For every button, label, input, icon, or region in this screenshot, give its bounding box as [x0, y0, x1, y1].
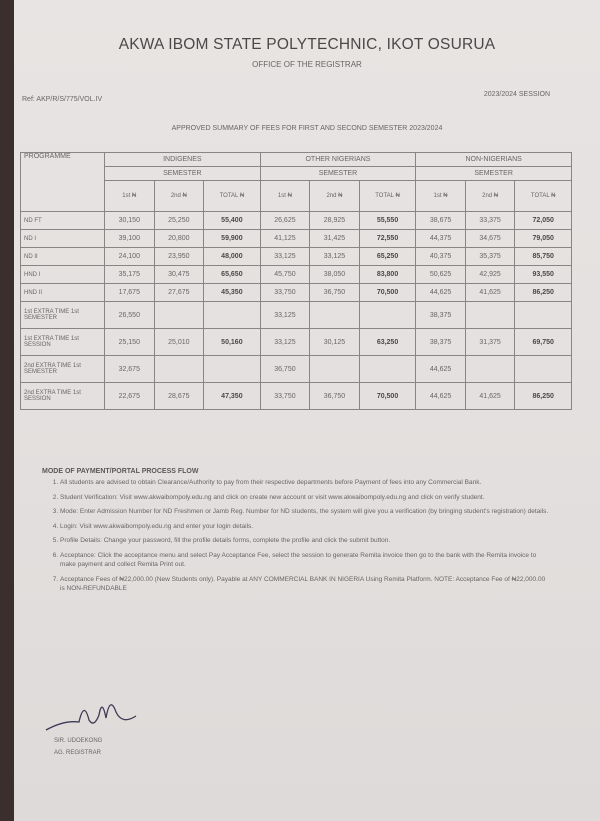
column-header: 2nd ₦ [310, 181, 360, 212]
fee-cell: 33,750 [260, 383, 310, 410]
fee-cell: 33,125 [310, 248, 360, 266]
fee-cell: 35,375 [465, 248, 515, 266]
fee-cell [359, 302, 416, 329]
fee-cell: 44,625 [416, 383, 466, 410]
programme-label: 1st EXTRA TIME 1st SESSION [21, 329, 105, 356]
fee-cell [465, 302, 515, 329]
fee-cell: 30,150 [105, 212, 155, 230]
fee-cell: 17,675 [105, 284, 155, 302]
fee-cell: 86,250 [515, 383, 572, 410]
fee-cell: 47,350 [204, 383, 261, 410]
fee-cell: 30,125 [310, 329, 360, 356]
fee-cell: 36,750 [260, 356, 310, 383]
programme-label: ND I [21, 230, 105, 248]
document-title: APPROVED SUMMARY OF FEES FOR FIRST AND SECOND SEMESTER 2023/2024 [171, 125, 443, 132]
fee-cell: 55,550 [359, 212, 416, 230]
column-header: TOTAL ₦ [515, 181, 572, 212]
fee-cell: 40,375 [416, 248, 466, 266]
table-row [21, 212, 572, 230]
fee-cell: 33,125 [260, 302, 310, 329]
programme-label: HND II [21, 284, 105, 302]
process-step: 2. Student Verification: Visit www.akwaibompoly.edu.ng and click on create new account or visit www.akwaibompoly.edu.ng and click on verify student. [60, 493, 550, 503]
fee-cell: 38,675 [416, 212, 466, 230]
fee-cell: 32,675 [105, 356, 155, 383]
fee-cell: 20,800 [154, 230, 204, 248]
fee-cell: 41,125 [260, 230, 310, 248]
fee-cell: 25,250 [154, 212, 204, 230]
fee-cell [359, 356, 416, 383]
fee-cell: 38,375 [416, 302, 466, 329]
process-step: 7. Acceptance Fees of ₦22,000.00 (New Students only). Payable at ANY COMMERCIAL BANK IN NIGERIA Using Remita Platform. NOTE: Acceptance Fee of ₦22,000.00 is NON-REFUNDABLE [60, 575, 550, 594]
fee-cell: 27,675 [154, 284, 204, 302]
fee-cell: 83,800 [359, 266, 416, 284]
fee-cell: 65,650 [204, 266, 261, 284]
programme-label: 2nd EXTRA TIME 1st SEMESTER [21, 356, 105, 383]
fee-cell [515, 302, 572, 329]
signature [44, 690, 144, 740]
programme-label: ND FT [21, 212, 105, 230]
office-name: OFFICE OF THE REGISTRAR [252, 60, 362, 69]
table-row [21, 248, 572, 266]
fee-cell [204, 356, 261, 383]
fees-table [20, 152, 572, 410]
fee-cell: 24,100 [105, 248, 155, 266]
programme-label: HND I [21, 266, 105, 284]
fee-cell: 35,175 [105, 266, 155, 284]
fee-cell: 33,125 [260, 329, 310, 356]
process-step: 1. All students are advised to obtain Clearance/Authority to pay from their respective departments before Payment of fees into any Commercial Bank. [60, 478, 550, 488]
column-header: TOTAL ₦ [204, 181, 261, 212]
fee-cell: 59,900 [204, 230, 261, 248]
fee-cell [310, 302, 360, 329]
fee-cell: 85,750 [515, 248, 572, 266]
fee-cell [465, 356, 515, 383]
reference-number: Ref: AKP/R/S/775/VOL.IV [22, 96, 103, 103]
column-header: TOTAL ₦ [359, 181, 416, 212]
fee-cell: 39,100 [105, 230, 155, 248]
fee-cell: 36,750 [310, 383, 360, 410]
semester-header: SEMESTER [416, 167, 572, 181]
fee-cell: 72,050 [515, 212, 572, 230]
fee-cell: 26,625 [260, 212, 310, 230]
fee-cell: 23,950 [154, 248, 204, 266]
column-header: 2nd ₦ [154, 181, 204, 212]
fee-cell [515, 356, 572, 383]
fee-cell: 65,250 [359, 248, 416, 266]
process-heading: MODE OF PAYMENT/PORTAL PROCESS FLOW [42, 468, 199, 475]
table-row [21, 230, 572, 248]
programme-label: ND II [21, 248, 105, 266]
fee-cell: 33,750 [260, 284, 310, 302]
process-step: 5. Profile Details: Change your password, fill the profile details forms, complete the profile and click the submit button. [60, 536, 550, 546]
fee-cell: 31,425 [310, 230, 360, 248]
process-steps [42, 478, 550, 599]
fee-cell: 22,675 [105, 383, 155, 410]
fee-cell: 44,625 [416, 356, 466, 383]
semester-header: SEMESTER [105, 167, 261, 181]
fee-cell: 42,925 [465, 266, 515, 284]
programme-header: PROGRAMME [21, 153, 105, 212]
fee-cell: 45,350 [204, 284, 261, 302]
table-row [21, 383, 572, 410]
programme-label: 1st EXTRA TIME 1st SEMESTER [21, 302, 105, 329]
fee-cell: 86,250 [515, 284, 572, 302]
fee-cell: 41,625 [465, 383, 515, 410]
fee-cell: 30,475 [154, 266, 204, 284]
fee-cell [154, 356, 204, 383]
column-header: 1st ₦ [416, 181, 466, 212]
fee-cell: 44,375 [416, 230, 466, 248]
column-header: 1st ₦ [105, 181, 155, 212]
fee-cell: 41,625 [465, 284, 515, 302]
programme-label: 2nd EXTRA TIME 1st SESSION [21, 383, 105, 410]
table-row [21, 284, 572, 302]
fee-cell: 63,250 [359, 329, 416, 356]
table-row [21, 329, 572, 356]
table-row [21, 302, 572, 329]
fee-cell: 25,010 [154, 329, 204, 356]
process-step: 6. Acceptance: Click the acceptance menu and select Pay Acceptance Fee, select the session to generate Remita invoice then go to the bank with the Remita invoice to make payment and collect Remita Print out. [60, 551, 550, 570]
document-page [14, 0, 600, 821]
table-row [21, 356, 572, 383]
session: 2023/2024 SESSION [483, 91, 550, 98]
fee-cell: 38,375 [416, 329, 466, 356]
column-header: 2nd ₦ [465, 181, 515, 212]
fee-cell [310, 356, 360, 383]
fee-cell: 72,550 [359, 230, 416, 248]
fee-cell: 45,750 [260, 266, 310, 284]
fee-cell: 26,550 [105, 302, 155, 329]
fee-cell: 69,750 [515, 329, 572, 356]
fee-cell: 33,375 [465, 212, 515, 230]
fee-cell: 34,675 [465, 230, 515, 248]
fee-cell: 93,550 [515, 266, 572, 284]
group-header: INDIGENES [105, 153, 261, 167]
column-header: 1st ₦ [260, 181, 310, 212]
process-step: 3. Mode: Enter Admission Number for ND Freshmen or Jamb Reg. Number for ND students, the system will give you a verification (by bringing student's registration) details. [60, 507, 550, 517]
table-row [21, 266, 572, 284]
fee-cell: 48,000 [204, 248, 261, 266]
group-header: OTHER NIGERIANS [260, 153, 416, 167]
fee-cell: 28,675 [154, 383, 204, 410]
fee-cell: 50,160 [204, 329, 261, 356]
fee-cell: 79,050 [515, 230, 572, 248]
fee-cell [204, 302, 261, 329]
fee-cell: 55,400 [204, 212, 261, 230]
semester-header: SEMESTER [260, 167, 416, 181]
signatory-title: AG. REGISTRAR [54, 750, 102, 756]
signatory-name: SIR. UDOEKONG [54, 738, 103, 744]
institution-name: AKWA IBOM STATE POLYTECHNIC, IKOT OSURUA [118, 36, 496, 53]
fee-cell: 44,625 [416, 284, 466, 302]
fee-cell: 70,500 [359, 284, 416, 302]
process-step: 4. Login: Visit www.akwaibompoly.edu.ng and enter your login details. [60, 522, 550, 532]
fee-cell: 28,925 [310, 212, 360, 230]
fee-cell: 50,625 [416, 266, 466, 284]
fee-cell: 33,125 [260, 248, 310, 266]
fee-cell: 70,500 [359, 383, 416, 410]
fee-cell: 31,375 [465, 329, 515, 356]
fee-cell: 25,150 [105, 329, 155, 356]
fee-cell: 38,050 [310, 266, 360, 284]
fee-cell [154, 302, 204, 329]
group-header: NON-NIGERIANS [416, 153, 572, 167]
fee-cell: 36,750 [310, 284, 360, 302]
